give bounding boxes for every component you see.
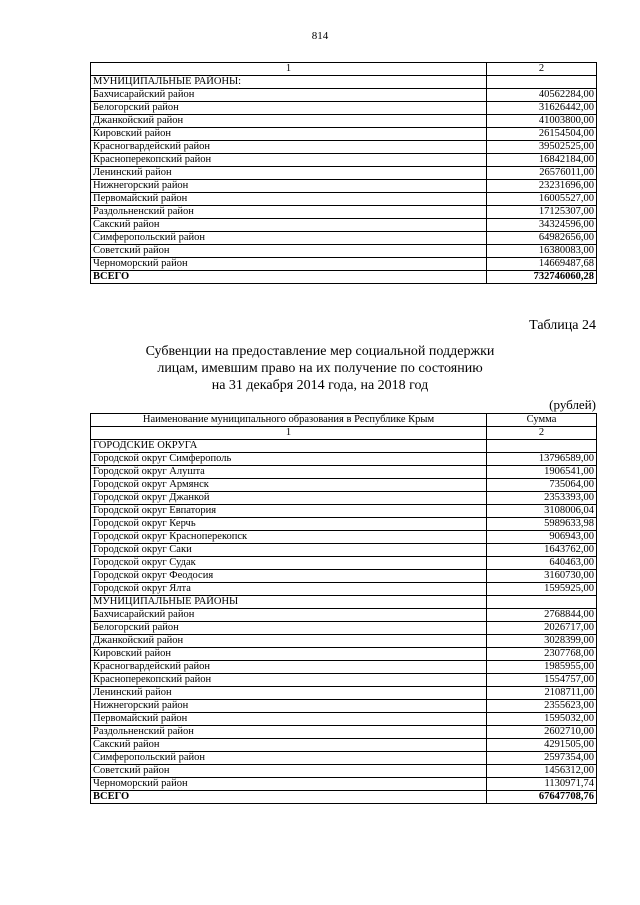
table-row: [91, 193, 597, 206]
row-value: 13796589,00: [487, 453, 597, 466]
row-name: Симферопольский район: [91, 232, 487, 245]
section-header: МУНИЦИПАЛЬНЫЕ РАЙОНЫ:: [91, 76, 487, 89]
column-number: 2: [487, 63, 597, 76]
table-row: [91, 245, 597, 258]
table-row: [91, 661, 597, 674]
row-name: Красноперекопский район: [91, 674, 487, 687]
row-name: Джанкойский район: [91, 115, 487, 128]
total-value: 732746060,28: [487, 271, 597, 284]
total-label: ВСЕГО: [91, 791, 487, 804]
row-name: Городской округ Судак: [91, 557, 487, 570]
table-row: [91, 232, 597, 245]
row-name: Симферопольский район: [91, 752, 487, 765]
row-value: 2602710,00: [487, 726, 597, 739]
row-value: 34324596,00: [487, 219, 597, 232]
empty-cell: [487, 440, 597, 453]
table-row: [91, 505, 597, 518]
row-name: Первомайский район: [91, 713, 487, 726]
row-value: 40562284,00: [487, 89, 597, 102]
column-number-row: [91, 427, 597, 440]
row-value: 14669487,68: [487, 258, 597, 271]
table-row: [91, 544, 597, 557]
table-row: [91, 739, 597, 752]
row-value: 23231696,00: [487, 180, 597, 193]
table-row: [91, 674, 597, 687]
row-value: 64982656,00: [487, 232, 597, 245]
row-value: 2307768,00: [487, 648, 597, 661]
row-value: 26154504,00: [487, 128, 597, 141]
row-value: 2355623,00: [487, 700, 597, 713]
row-name: Красногвардейский район: [91, 141, 487, 154]
row-value: 41003800,00: [487, 115, 597, 128]
row-value: 3160730,00: [487, 570, 597, 583]
table-row: [91, 713, 597, 726]
row-name: Кировский район: [91, 128, 487, 141]
table-row: [91, 648, 597, 661]
table-row: [91, 635, 597, 648]
table-row: [91, 154, 597, 167]
empty-cell: [487, 76, 597, 89]
row-value: 1130971,74: [487, 778, 597, 791]
table-row: [91, 219, 597, 232]
row-value: 16380083,00: [487, 245, 597, 258]
table-row: [91, 518, 597, 531]
table-row: [91, 765, 597, 778]
table-row: [91, 167, 597, 180]
row-name: Сакский район: [91, 739, 487, 752]
table-row: [91, 557, 597, 570]
table-row: [91, 258, 597, 271]
table-row: [91, 115, 597, 128]
row-value: 640463,00: [487, 557, 597, 570]
row-name: Городской округ Феодосия: [91, 570, 487, 583]
row-name: Городской округ Джанкой: [91, 492, 487, 505]
row-name: Городской округ Ялта: [91, 583, 487, 596]
row-name: Нижнегорский район: [91, 180, 487, 193]
row-value: 1595925,00: [487, 583, 597, 596]
row-value: 4291505,00: [487, 739, 597, 752]
row-value: 1643762,00: [487, 544, 597, 557]
table-row: [91, 102, 597, 115]
row-value: 2108711,00: [487, 687, 597, 700]
column-number: 2: [487, 427, 597, 440]
header-row: [91, 414, 597, 427]
table-row: [91, 622, 597, 635]
row-value: 16842184,00: [487, 154, 597, 167]
row-value: 3028399,00: [487, 635, 597, 648]
row-name: Городской округ Керчь: [91, 518, 487, 531]
row-value: 1985955,00: [487, 661, 597, 674]
row-name: Городской округ Симферополь: [91, 453, 487, 466]
table-label: Таблица 24: [529, 318, 596, 333]
row-name: Городской округ Армянск: [91, 479, 487, 492]
row-name: Городской округ Евпатория: [91, 505, 487, 518]
table-row: [91, 206, 597, 219]
header-name: Наименование муниципального образования в Республике Крым: [91, 414, 487, 427]
table-row: [91, 453, 597, 466]
title-line: на 31 декабря 2014 года, на 2018 год: [211, 378, 429, 393]
total-value: 67647708,76: [487, 791, 597, 804]
row-name: Раздольненский район: [91, 206, 487, 219]
title-line: Субвенции на предоставление мер социальной поддержки: [145, 344, 495, 359]
header-sum: Сумма: [487, 414, 597, 427]
table-row: [91, 89, 597, 102]
table-2: [90, 413, 597, 804]
row-name: Красноперекопский район: [91, 154, 487, 167]
row-name: Нижнегорский район: [91, 700, 487, 713]
table-row: [91, 726, 597, 739]
row-name: Белогорский район: [91, 622, 487, 635]
column-number: 1: [91, 63, 487, 76]
column-number-row: [91, 63, 597, 76]
row-name: Черноморский район: [91, 778, 487, 791]
table-row: [91, 141, 597, 154]
row-name: Белогорский район: [91, 102, 487, 115]
page-number: 814: [311, 30, 329, 42]
section-header-row: [91, 596, 597, 609]
row-name: Ленинский район: [91, 167, 487, 180]
total-row: [91, 791, 597, 804]
section-header-row: [91, 440, 597, 453]
row-name: Советский район: [91, 765, 487, 778]
row-value: 906943,00: [487, 531, 597, 544]
table-row: [91, 492, 597, 505]
row-value: 16005527,00: [487, 193, 597, 206]
row-value: 2353393,00: [487, 492, 597, 505]
table-row: [91, 583, 597, 596]
table-row: [91, 531, 597, 544]
row-value: 735064,00: [487, 479, 597, 492]
row-value: 1595032,00: [487, 713, 597, 726]
title-line: лицам, имевшим право на их получение по состоянию: [157, 361, 483, 376]
row-name: Джанкойский район: [91, 635, 487, 648]
row-value: 31626442,00: [487, 102, 597, 115]
row-name: Раздольненский район: [91, 726, 487, 739]
row-name: Бахчисарайский район: [91, 609, 487, 622]
unit-label: (рублей): [549, 397, 596, 412]
row-value: 5989633,98: [487, 518, 597, 531]
row-name: Городской округ Алушта: [91, 466, 487, 479]
row-value: 2026717,00: [487, 622, 597, 635]
empty-cell: [487, 596, 597, 609]
table-row: [91, 128, 597, 141]
section-header: ГОРОДСКИЕ ОКРУГА: [91, 440, 487, 453]
table-row: [91, 700, 597, 713]
row-value: 1906541,00: [487, 466, 597, 479]
row-value: 2597354,00: [487, 752, 597, 765]
table-row: [91, 570, 597, 583]
row-name: Городской округ Красноперекопск: [91, 531, 487, 544]
column-number: 1: [91, 427, 487, 440]
row-value: 1554757,00: [487, 674, 597, 687]
row-value: 1456312,00: [487, 765, 597, 778]
table-title: [0, 343, 640, 394]
section-header: МУНИЦИПАЛЬНЫЕ РАЙОНЫ: [91, 596, 487, 609]
table-row: [91, 180, 597, 193]
table-row: [91, 609, 597, 622]
table-row: [91, 778, 597, 791]
table-row: [91, 466, 597, 479]
table-row: [91, 687, 597, 700]
row-name: Сакский район: [91, 219, 487, 232]
row-value: 2768844,00: [487, 609, 597, 622]
total-label: ВСЕГО: [91, 271, 487, 284]
row-value: 17125307,00: [487, 206, 597, 219]
row-name: Городской округ Саки: [91, 544, 487, 557]
row-name: Бахчисарайский район: [91, 89, 487, 102]
section-header-row: [91, 76, 597, 89]
row-name: Ленинский район: [91, 687, 487, 700]
table-1: [90, 62, 597, 284]
row-name: Первомайский район: [91, 193, 487, 206]
total-row: [91, 271, 597, 284]
table-row: [91, 752, 597, 765]
row-value: 3108006,04: [487, 505, 597, 518]
row-name: Красногвардейский район: [91, 661, 487, 674]
row-name: Советский район: [91, 245, 487, 258]
row-name: Кировский район: [91, 648, 487, 661]
table-row: [91, 479, 597, 492]
row-name: Черноморский район: [91, 258, 487, 271]
row-value: 39502525,00: [487, 141, 597, 154]
row-value: 26576011,00: [487, 167, 597, 180]
